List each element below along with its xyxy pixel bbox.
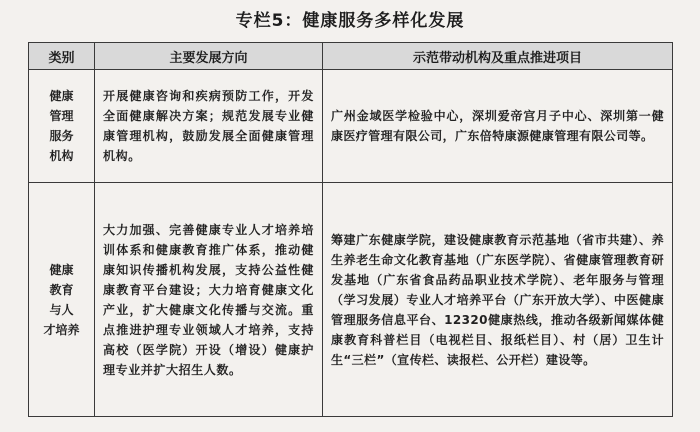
row-category <box>29 183 95 417</box>
header-category: 类别 <box>29 43 95 70</box>
category-line: 服务 <box>49 129 74 143</box>
health-services-table <box>28 42 673 417</box>
row-projects: 筹建广东健康学院，建设健康教育示范基地（省市共建）、养生养老生命文化教育基地（广东医学院）、省健康管理教育研发基地（广东省食品药品职业技术学院）、老年服务与管理（学习发展）专业人才培养平台（广东开放大学）、中医健康管理服务信息平台、12320健康热线，推动各级新闻媒体健康教育科普栏目（电视栏目、报纸栏目）、村（居）卫生计生“三栏”（宣传栏、读报栏、公开栏）建设等。 <box>323 183 673 417</box>
row-direction: 大力加强、完善健康专业人才培养培训体系和健康教育推广体系，推动健康知识传播机构发展，支持公益性健康教育平台建设；大力培育健康文化产业，扩大健康文化传播与交流。重点推进护理专业领域人才培养，支持高校（医学院）开设（增设）健康护理专业并扩大招生人数。 <box>95 183 323 417</box>
category-line: 健康 <box>49 89 74 103</box>
table-header-row <box>29 43 673 70</box>
page-title: 专栏5：健康服务多样化发展 <box>235 11 465 31</box>
row-direction: 开展健康咨询和疾病预防工作，开发全面健康解决方案；规范发展专业健康管理机构，鼓励发展全面健康管理机构。 <box>95 70 323 183</box>
row-category <box>29 70 95 183</box>
table-row <box>29 70 673 183</box>
table-row <box>29 183 673 417</box>
category-line: 管理 <box>49 109 74 123</box>
category-line: 与人 <box>49 302 74 317</box>
category-line: 健康 <box>49 262 74 277</box>
row-projects: 广州金域医学检验中心，深圳爱帝宫月子中心、深圳第一健康医疗管理有限公司，广东倍特康源健康管理有限公司等。 <box>323 70 673 183</box>
header-direction: 主要发展方向 <box>95 43 323 70</box>
category-line: 教育 <box>49 282 74 297</box>
header-projects: 示范带动机构及重点推进项目 <box>323 43 673 70</box>
category-line: 机构 <box>49 149 74 163</box>
category-line: 才培养 <box>43 322 80 337</box>
